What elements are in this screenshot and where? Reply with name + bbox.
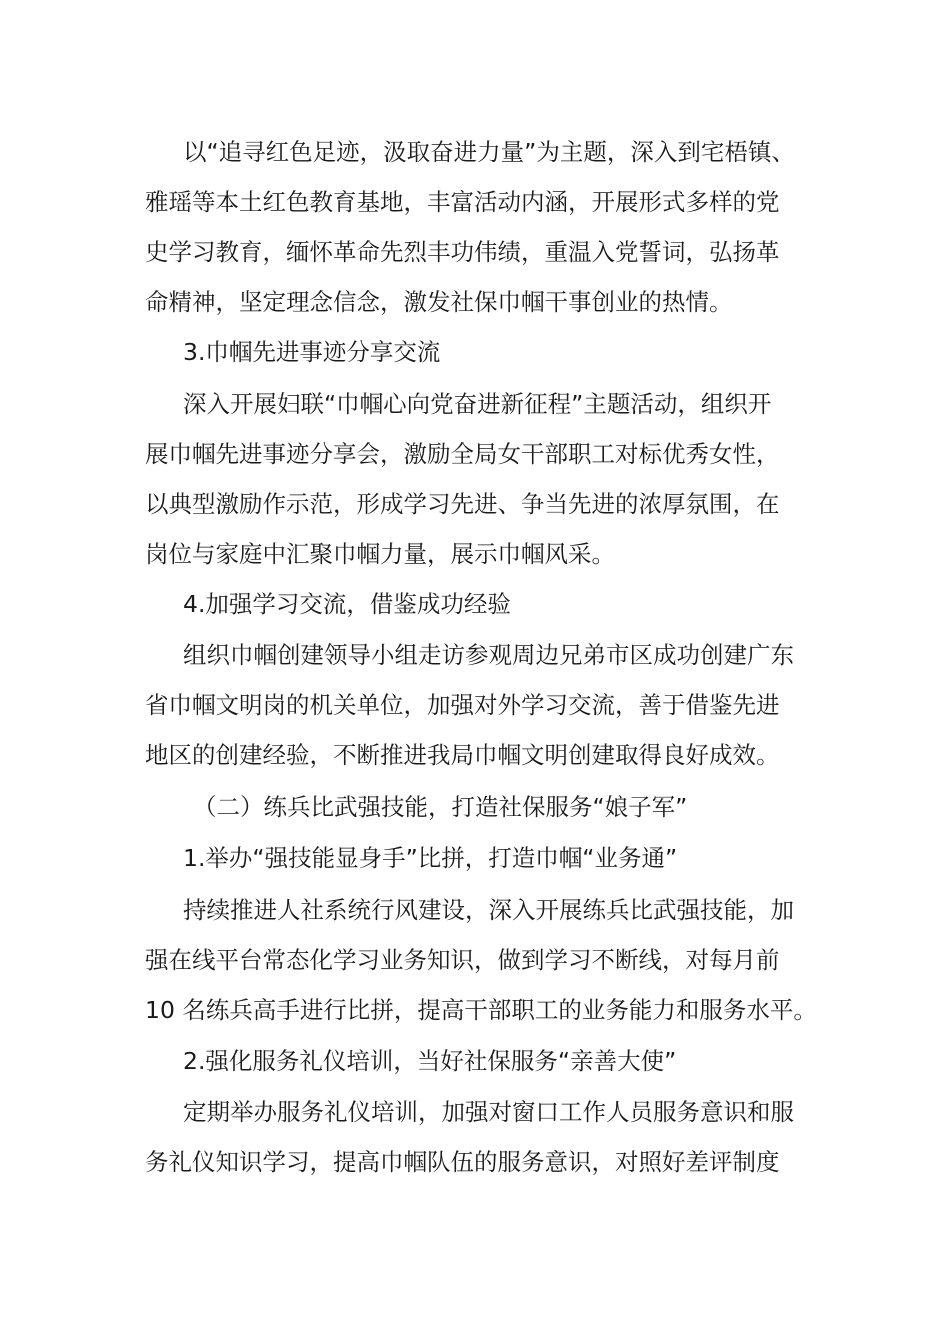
paragraph-line: 持续推进人社系统行风建设，深入开展练兵比武强技能，加 — [183, 896, 794, 924]
paragraph-line: 强在线平台常态化学习业务知识，做到学习不断线，对每月前 — [145, 946, 780, 974]
paragraph-line: 岗位与家庭中汇聚巾帼力量，展示巾帼风采。 — [145, 540, 615, 568]
paragraph-line: 以典型激励作示范，形成学习先进、争当先进的浓厚氛围，在 — [145, 490, 780, 518]
section-heading: 1.举办“强技能显身手”比拼，打造巾帼“业务通” — [183, 844, 678, 872]
paragraph-line: 定期举办服务礼仪培训，加强对窗口工作人员服务意识和服 — [183, 1098, 794, 1126]
paragraph-line: 省巾帼文明岗的机关单位，加强对外学习交流，善于借鉴先进 — [145, 691, 780, 719]
paragraph-line: 10 名练兵高手进行比拼，提高干部职工的业务能力和服务水平。 — [145, 996, 817, 1024]
paragraph-line: 深入开展妇联“巾帼心向党奋进新征程”主题活动，组织开 — [183, 390, 772, 418]
section-heading: 3.巾帼先进事迹分享交流 — [183, 338, 441, 366]
paragraph-line: 史学习教育，缅怀革命先烈丰功伟绩，重温入党誓词，弘扬革 — [145, 238, 780, 266]
paragraph-line: 展巾帼先进事迹分享会，激励全局女干部职工对标优秀女性， — [145, 440, 780, 468]
paragraph-line: 以“追寻红色足迹，汲取奋进力量”为主题，深入到宅梧镇、 — [183, 138, 795, 166]
paragraph-line: 命精神，坚定理念信念，激发社保巾帼干事创业的热情。 — [145, 288, 733, 316]
paragraph-line: 雅瑶等本土红色教育基地，丰富活动内涵，开展形式多样的党 — [145, 188, 780, 216]
paragraph-line: 地区的创建经验，不断推进我局巾帼文明创建取得良好成效。 — [145, 741, 780, 769]
section-heading: 2.强化服务礼仪培训，当好社保服务“亲善大使” — [183, 1047, 677, 1075]
section-heading: 4.加强学习交流，借鉴成功经验 — [183, 590, 511, 618]
paragraph-line: 务礼仪知识学习，提高巾帼队伍的服务意识，对照好差评制度 — [145, 1148, 780, 1176]
paragraph-line: 组织巾帼创建领导小组走访参观周边兄弟市区成功创建广东 — [183, 641, 794, 669]
chapter-heading: （二）练兵比武强技能，打造社保服务“娘子军” — [193, 793, 688, 821]
